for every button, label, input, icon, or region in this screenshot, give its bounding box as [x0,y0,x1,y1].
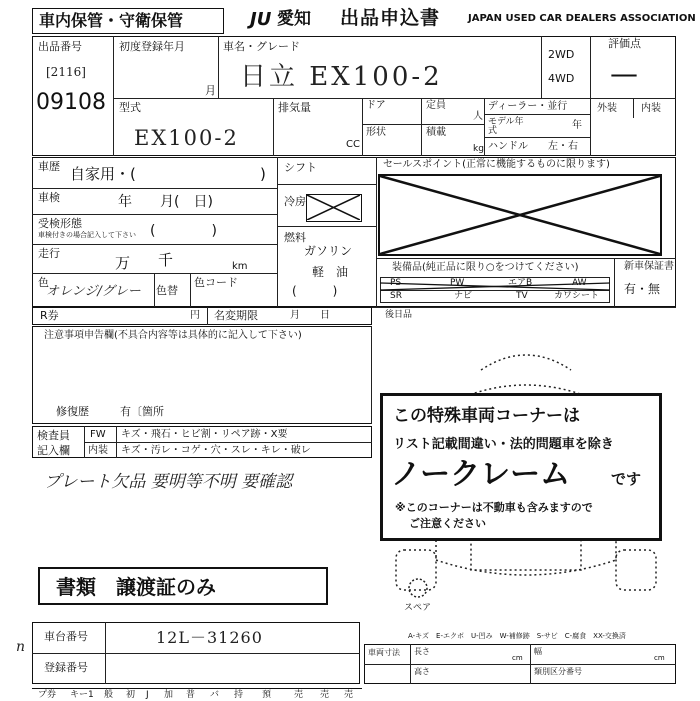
special-line3: ノークレーム [391,457,571,492]
warranty-value: 有・無 [624,282,661,296]
cross-icon [307,195,360,220]
equipment-label: 装備品(純正品に限り○をつけてください) [392,262,579,273]
code-cell: 初 [126,690,136,700]
margin-mark: n [16,639,26,655]
inspector-label: 検査員 [37,429,70,442]
aircon-label: 冷房 [284,195,306,208]
type-label: 型式 [119,101,141,114]
aircon-crossed-box [306,194,362,222]
drive-4wd: 4WD [548,72,575,85]
equipment-pw[interactable]: PW [450,278,465,288]
code-cell: J [146,690,149,700]
length-label: 長さ [414,647,430,656]
fuel-gasoline: ガソリン [304,244,353,258]
person-unit: 人 [473,111,483,122]
ju-logo [250,11,271,29]
category-label: 類別区分番号 [534,667,582,676]
interior-items: キズ・汚レ・コゲ・穴・スレ・キレ・破レ [121,445,311,456]
chassis-label: 車台番号 [44,630,88,643]
color-change: 色替 [156,284,178,297]
history-label: 車歴 [38,160,60,173]
special-notice [380,393,662,541]
storage-badge [32,8,224,34]
first-reg-label: 初度登録年月 [119,40,185,53]
fuel-label: 燃料 [284,231,306,244]
code-cell: 売 [320,690,330,700]
fw-items: キズ・飛石・ヒビ割・リペア跡・X要 [121,429,288,440]
code-cell: 般 [104,690,114,700]
door-label: ドア [366,100,386,111]
equipment-leather[interactable]: カワシート [554,291,600,301]
yen-unit: 円 [190,310,200,321]
km-unit: km [232,261,248,272]
special-line2: リスト記載間違い・法的問題車を除き [393,437,614,452]
year-unit: 年 [572,120,582,131]
name-change-label: 名変期限 [214,309,258,322]
import-label: ディーラー・並行 [488,101,568,112]
equipment-aw[interactable]: AW [572,278,587,288]
equipment-navi[interactable]: ナビ [454,291,473,301]
damage-legend: A-キズ E-エクボ U-凹み W-補修跡 S-サビ C-腐食 XX-交換済 [408,632,626,640]
org-name: 愛知 [277,9,311,29]
color-code-label: 色コード [194,276,238,289]
sales-point-crossed-box [378,174,662,256]
equipment-grid [380,277,610,303]
mileage-label: 走行 [38,247,60,260]
interior-label: 内装 [641,103,661,114]
handle-label: ハンドル [488,141,528,152]
code-cell: 普 [186,690,196,700]
inspection-value: 年 月( 日) [118,194,213,210]
ju-logo-mark: JU [250,9,272,30]
sales-point-label: セールスポイント(正常に機能するものに限ります) [383,159,610,170]
fuel-diesel: 軽 油 [312,265,349,279]
handle-value: 左・右 [548,141,578,152]
code-cell: キー1 [70,690,94,700]
equipment-airbag[interactable]: エアB [508,278,533,288]
special-line1: この特殊車両コーナーは [393,406,580,426]
shift-label: シフト [284,161,317,174]
documents-note: 書類 譲渡証のみ [56,575,216,599]
bottom-code-row [32,688,362,701]
r-fee-label: R券 [40,309,59,322]
cross-icon [380,176,660,254]
code-cell: バ [210,690,220,700]
history-close: ) [260,165,266,183]
inspection-label: 車検 [38,191,60,204]
warranty-label: 新車保証書 [624,261,674,272]
code-cell: 預 [262,690,272,700]
code-cell: 加 [164,690,174,700]
repair-label: 修復歴 [56,405,89,418]
association-name: JAPAN USED CAR DEALERS ASSOCIATION [468,13,696,24]
notice-label: 注意事項申告欄(不具合内容等は具体的に記入して下さい) [44,330,302,341]
shape-label: 形状 [366,127,386,138]
cm-unit-1: cm [512,654,523,662]
displacement-label: 排気量 [278,101,311,114]
drive-2wd: 2WD [548,48,575,61]
equipment-ps[interactable]: PS [390,278,402,288]
lot-number: 09108 [36,90,106,115]
width-label: 幅 [534,647,542,656]
name-change-value: 月 日 [290,310,330,321]
kg-unit: kg [473,144,484,154]
mileage-man: 万 [115,254,131,272]
spare-label: スペア [404,603,432,613]
handwritten-note: プレート欠品 要明等不明 要確認 [44,472,293,492]
equipment-tv[interactable]: TV [516,291,528,301]
equipment-sr[interactable]: SR [390,291,402,301]
cc-unit: CC [346,139,360,150]
model-grade-label: 車名・グレード [223,40,300,53]
rear-seat-label: 後日品 [385,310,413,320]
receipt-paren: ( ) [150,223,217,239]
storage-badge-text: 車内保管・守衛保管 [39,11,184,30]
mileage-sen: 千 [158,251,174,269]
capacity-label: 定員 [426,100,446,111]
color-value: オレンジ/グレー [46,284,141,299]
code-cell: 持 [234,690,244,700]
color-label: 色 [38,276,49,289]
dimension-label: 車両寸法 [368,648,400,657]
documents-box [38,567,328,605]
top-frame [32,36,676,156]
repair-value: 有〔箇所 [120,405,164,418]
model-year-label: モデル年式 [488,117,524,136]
chassis-value: 12L－31260 [156,628,263,647]
model-grade-value: 日立 EX100-2 [240,62,443,92]
cm-unit-2: cm [654,654,665,662]
first-reg-month-unit: 月 [205,84,216,97]
load-label: 積載 [426,127,446,138]
special-note1: ※このコーナーは不動車も含みますので [395,501,593,514]
height-label: 高さ [414,667,430,676]
history-value: 自家用・( [70,165,136,183]
fuel-paren: ( ) [292,284,338,298]
code-cell: プ券 [38,690,57,700]
code-cell: 売 [344,690,354,700]
rating-value: — [610,57,638,90]
type-value: EX100-2 [134,126,239,150]
special-note2: ご注意ください [409,517,486,530]
form-title: 出品申込書 [340,7,441,29]
receipt-note: 車検付きの場合記入して下さい [38,231,136,239]
entry-label: 記入欄 [37,444,70,457]
code-cell: 売 [294,690,304,700]
interior-entry-label: 内装 [88,445,108,456]
lot-code: [2116] [46,65,86,79]
special-line3-suffix: です [611,470,642,488]
lot-label: 出品番号 [38,40,82,53]
fw-label: FW [90,429,106,440]
receipt-label: 受検形態 [38,217,82,230]
exterior-label: 外装 [597,103,617,114]
reg-number-label: 登録番号 [44,661,88,674]
rating-label: 評価点 [608,37,641,50]
